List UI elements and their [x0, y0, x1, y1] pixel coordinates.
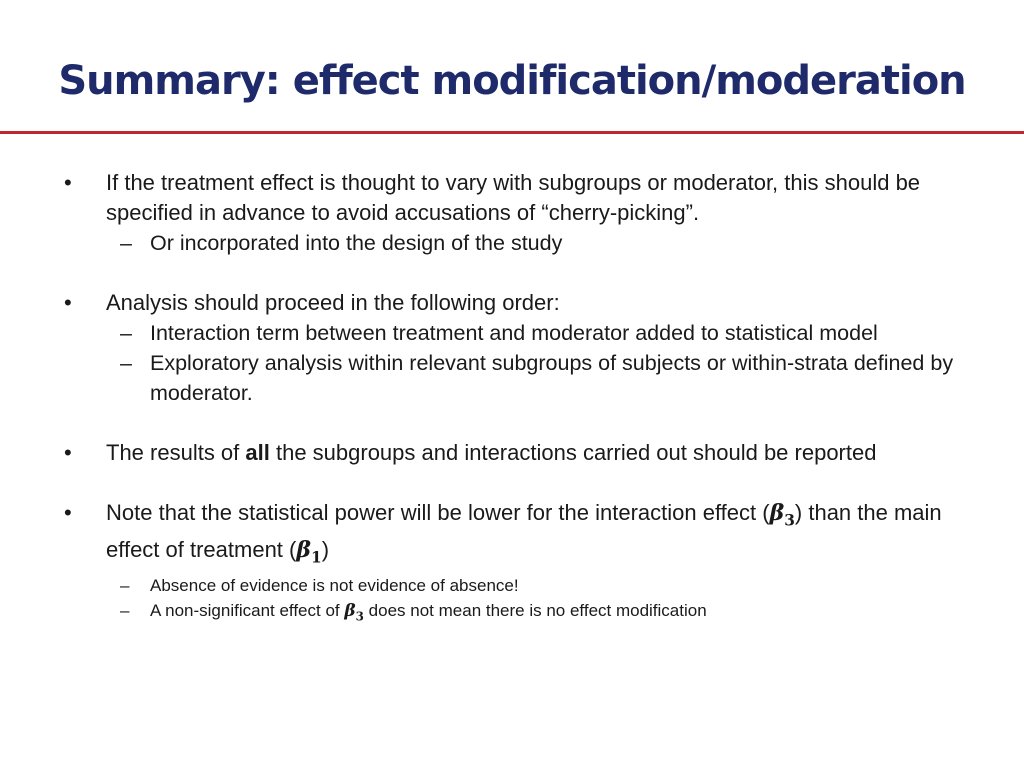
bullet-4-text-2: ) than the main effect of treatment ( — [106, 500, 942, 563]
sub-marker: – — [120, 351, 132, 375]
bullet-2-sub-1 — [60, 318, 960, 348]
sub-marker: – — [120, 600, 130, 620]
bullet-4-text-1: Note that the statistical power will be lower for the interaction effect ( — [106, 500, 770, 525]
bullet-4-sub-2 — [60, 598, 960, 629]
bullet-3-text-bold: all — [245, 440, 270, 465]
title-divider — [0, 131, 1024, 134]
bullet-4-sub-2-text-after: does not mean there is no effect modification — [363, 600, 707, 620]
beta-3-symbol: $\beta_3$ — [769, 500, 795, 530]
bullet-1-sub-1 — [60, 228, 960, 258]
sub-marker: – — [120, 575, 130, 595]
bullet-2-sub-2-text: Exploratory analysis within relevant subgroups of subjects or within-strata defined by moderator. — [150, 351, 954, 405]
slide-content — [60, 168, 960, 629]
bullet-marker: • — [64, 500, 72, 525]
bullet-3-text-after: the subgroups and interactions carried out should be reported — [269, 440, 877, 465]
bullet-1-sub-1-text: Or incorporated into the design of the study — [150, 231, 563, 255]
bullet-3 — [60, 438, 960, 468]
bullet-1-text: If the treatment effect is thought to vary with subgroups or moderator, this should be specified in advance to avoid accusations of “cherry-picking”. — [106, 170, 921, 225]
bullet-2-sub-2 — [60, 348, 960, 408]
bullet-4-text-3: ) — [321, 537, 330, 563]
sub-marker: – — [120, 231, 132, 255]
bullet-2 — [60, 288, 960, 318]
bullet-marker: • — [64, 440, 72, 465]
sub-marker: – — [120, 321, 132, 345]
bullet-2-sub-1-text: Interaction term between treatment and moderator added to statistical model — [150, 321, 878, 345]
beta-1-symbol: $\beta_1$ — [296, 537, 322, 567]
bullet-4-sub-1-text: Absence of evidence is not evidence of absence! — [150, 575, 519, 595]
bullet-4-sub-2-text: A non-significant effect of — [150, 600, 345, 620]
bullet-4-sub-1 — [60, 573, 960, 598]
bullet-4 — [60, 498, 960, 573]
beta-3-symbol: $\beta_3$ — [344, 600, 364, 624]
bullet-marker: • — [64, 170, 72, 195]
bullet-marker: • — [64, 290, 72, 315]
slide-title: Summary: effect modification/moderation — [58, 58, 966, 104]
bullet-1 — [60, 168, 960, 228]
bullet-2-text: Analysis should proceed in the following order: — [106, 290, 560, 315]
bullet-3-text-before: The results of — [106, 440, 246, 465]
